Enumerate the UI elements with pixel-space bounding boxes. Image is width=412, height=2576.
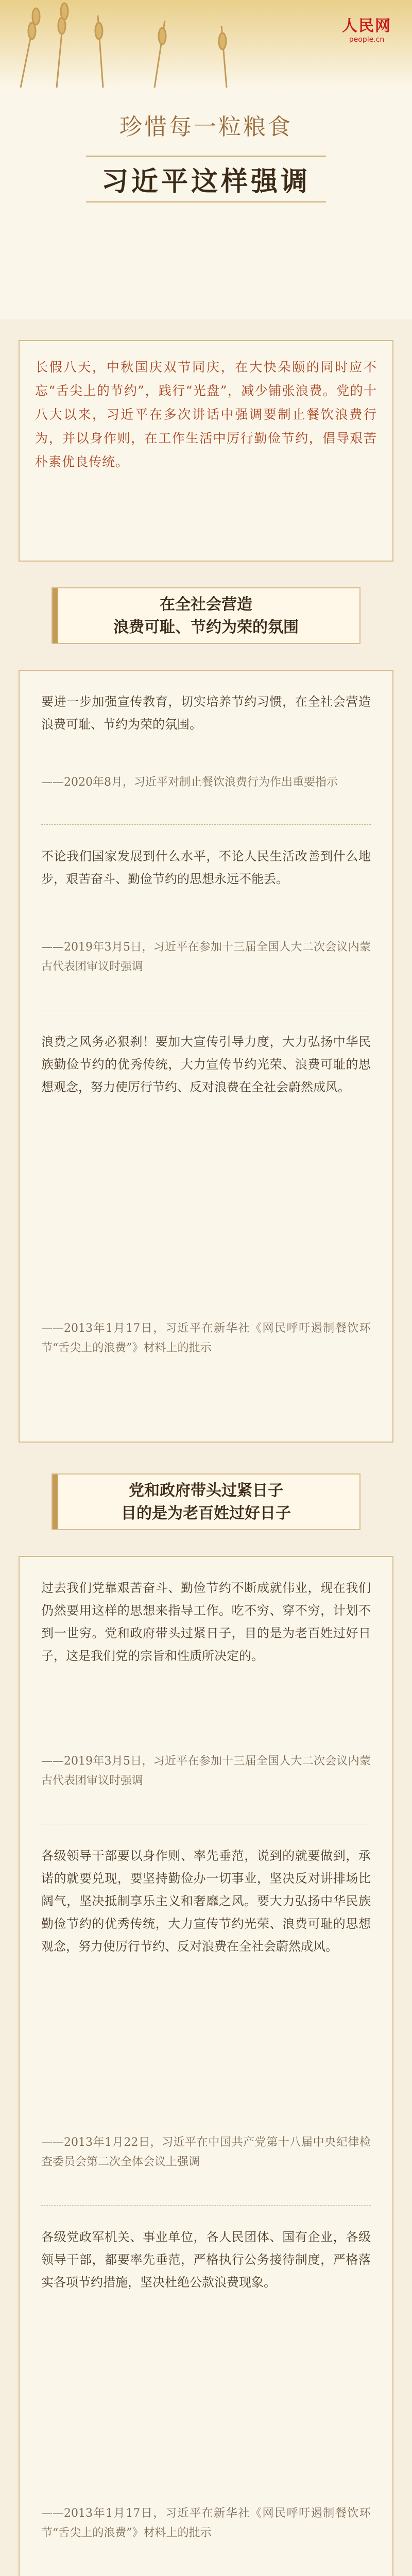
intro-paragraph: 长假八天，中秋国庆双节同庆，在大快朵颐的同时应不忘“舌尖上的节约”，践行“光盘”，减少铺张浪费。党的十八大以来，习近平在多次讲话中强调要制止餐饮浪费行为，并以身作则，在工作生活中厉行勤俭节约，倡导艰苦朴素优良传统。 <box>35 360 377 469</box>
quote-text: 各级领导干部要以身作则、率先垂范，说到的就要做到，承诺的就要兑现，要坚持勤俭办一切事业，坚决反对讲排场比阔气，坚决抵制享乐主义和奢靡之风。要大力弘扬中华民族勤俭节约的优秀传统，大力宣传节约光荣、浪费可耻的思想观念，努力使厉行节约、反对浪费在全社会蔚然成风。 <box>41 1849 371 1954</box>
section-heading-line: 目的是为老百姓过好日子 <box>121 1504 291 1522</box>
logo <box>342 13 391 44</box>
quote-citation: ——2020年8月，习近平对制止餐饮浪费行为作出重要指示 <box>41 776 338 789</box>
quote-citation: ——2013年1月22日，习近平在中国共产党第十八届中央纪律检查委员会第二次全体会议上强调 <box>41 2136 371 2168</box>
quote-text: 过去我们党靠艰苦奋斗、勤俭节约不断成就伟业，现在我们仍然要用这样的思想来指导工作。吃不穷、穿不穷，计划不到一世穷。党和政府带头过紧日子，目的是为老百姓过好日子，这是我们党的宗旨和性质所决定的。 <box>41 1581 371 1663</box>
divider <box>41 2205 371 2206</box>
title-block <box>0 108 412 202</box>
logo-name: 人民网 <box>342 17 391 35</box>
logo-url: people.cn <box>349 36 385 44</box>
quote-text: 不论我们国家发展到什么水平，不论人民生活改善到什么地步，艰苦奋斗、勤俭节约的思想永远不能丢。 <box>41 849 371 886</box>
quote-text: 浪费之风务必狠刹！要加大宣传引导力度，大力弘扬中华民族勤俭节约的优秀传统，大力宣传节约光荣、浪费可耻的思想观念，努力使厉行节约、反对浪费在全社会蔚然成风。 <box>41 1035 371 1094</box>
page-title: 习近平这样强调 <box>86 156 326 202</box>
section-heading-line: 在全社会营造 <box>160 596 252 614</box>
quote-text: 各级党政军机关、事业单位，各人民团体、国有企业，各级领导干部，都要率先垂范，严格执行公务接待制度，严格落实各项节约措施，坚决杜绝公款浪费现象。 <box>41 2230 371 2290</box>
page-subtitle: 珍惜每一粒粮食 <box>119 114 293 140</box>
divider <box>41 824 371 825</box>
heading-accent <box>53 588 58 643</box>
header <box>0 0 412 319</box>
quote-citation: ——2013年1月17日，习近平在新华社《网民呼吁遏制餐饮环节“舌尖上的浪费”》材料上的批示 <box>41 1322 371 1354</box>
section-heading <box>52 1473 360 1530</box>
section-heading <box>52 587 360 644</box>
section-heading-line: 浪费可耻、节约为荣的氛围 <box>113 618 299 636</box>
quote-text: 要进一步加强宣传教育，切实培养节约习惯，在全社会营造浪费可耻、节约为荣的氛围。 <box>41 694 371 732</box>
quote-citation: ——2019年3月5日，习近平在参加十三届全国人大二次会议内蒙古代表团审议时强调 <box>41 1755 371 1787</box>
heading-accent <box>53 1475 58 1529</box>
quote-citation: ——2013年1月17日，习近平在新华社《网民呼吁遏制餐饮环节“舌尖上的浪费”》材料上的批示 <box>41 2507 371 2539</box>
wheat-banner <box>0 0 412 88</box>
section-frame <box>19 1556 393 2576</box>
section-heading-line: 党和政府带头过紧日子 <box>129 1482 283 1500</box>
quote-citation: ——2019年3月5日，习近平在参加十三届全国人大二次会议内蒙古代表团审议时强调 <box>41 941 371 973</box>
